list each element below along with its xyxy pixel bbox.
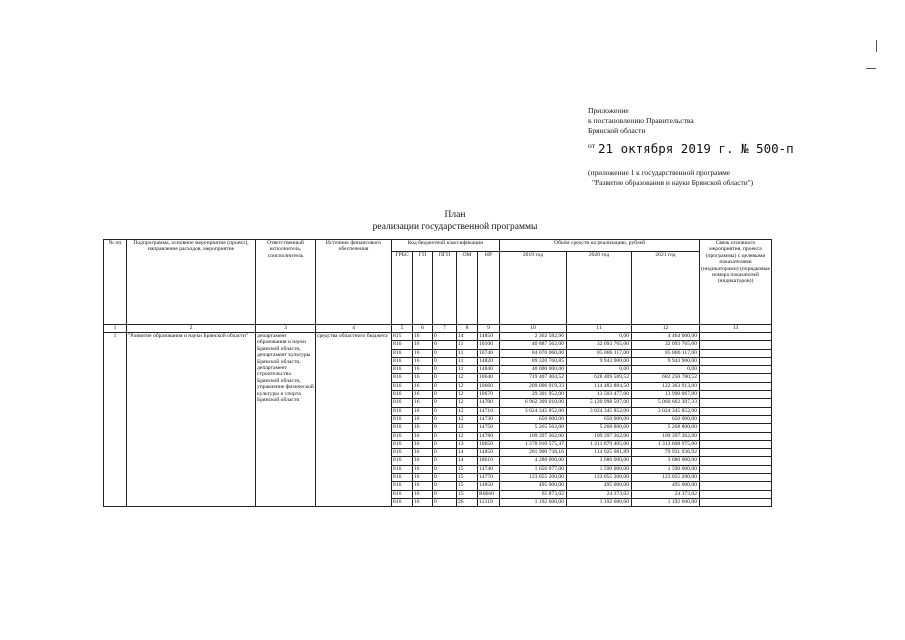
gp-cell: 16: [413, 399, 433, 407]
gp-cell: 16: [413, 374, 433, 382]
column-number: 1: [104, 325, 127, 333]
om-cell: 14: [457, 449, 478, 457]
pgp-cell: 0: [433, 357, 457, 365]
header-volume: Объём средств на реализацию, рублей: [500, 240, 700, 252]
title-line: реализации государственной программы: [372, 222, 538, 232]
amount-2019: 2 362 582,96: [500, 333, 567, 341]
amount-2020: 1 590 000,00: [567, 465, 632, 473]
amount-2021: 123 055 200,00: [632, 474, 700, 482]
scan-edge-mark: [876, 40, 877, 52]
header-pgp: ПГП: [433, 252, 457, 325]
amount-2021: 79 931 936,92: [632, 449, 700, 457]
pgp-cell: 0: [433, 424, 457, 432]
om-cell: 14: [457, 457, 478, 465]
om-cell: 26: [457, 498, 478, 506]
gp-cell: 16: [413, 457, 433, 465]
header-num: № пп: [104, 240, 127, 325]
amount-2021: 85 886 117,00: [632, 349, 700, 357]
grbs-cell: 816: [392, 440, 413, 448]
amount-2020: 495 000,00: [567, 482, 632, 490]
plan-table: [103, 239, 772, 507]
amount-2020: 85 886 117,00: [567, 349, 632, 357]
np-cell: 14840: [478, 366, 500, 374]
appendix-header: [588, 106, 848, 187]
np-cell: 11310: [478, 498, 500, 506]
column-number: 6: [413, 325, 433, 333]
indicator-link-cell: [700, 457, 772, 465]
grbs-cell: 816: [392, 382, 413, 390]
indicator-link-cell: [700, 424, 772, 432]
gp-cell: 16: [413, 440, 433, 448]
om-cell: 11: [457, 357, 478, 365]
grbs-cell: 816: [392, 341, 413, 349]
gp-cell: 16: [413, 449, 433, 457]
pgp-cell: 0: [433, 399, 457, 407]
grbs-cell: 816: [392, 490, 413, 498]
amount-2019: 1 378 910 575,47: [500, 440, 567, 448]
om-cell: 12: [457, 374, 478, 382]
column-number: 3: [256, 325, 316, 333]
amount-2020: 13 503 477,00: [567, 391, 632, 399]
indicator-link-cell: [700, 349, 772, 357]
indicator-link-cell: [700, 374, 772, 382]
amount-2021: 1 192 600,00: [632, 498, 700, 506]
np-cell: 14850: [478, 482, 500, 490]
indicator-link-cell: [700, 465, 772, 473]
header-source: Источник финансового обеспечения: [316, 240, 392, 325]
amount-2021: 122 363 913,00: [632, 382, 700, 390]
column-number: 4: [316, 325, 392, 333]
amount-2020: 1 192 600,00: [567, 498, 632, 506]
column-number: 11: [567, 325, 632, 333]
indicator-link-cell: [700, 482, 772, 490]
pgp-cell: 0: [433, 490, 457, 498]
program-note-line: "Развитие образования и науки Брянской области"): [592, 177, 754, 187]
header-budget-code: Код бюджетной классификации: [392, 240, 500, 252]
indicator-link-cell: [700, 399, 772, 407]
np-cell: 14700: [478, 399, 500, 407]
gp-cell: 16: [413, 424, 433, 432]
source-cell: средства областного бюджета: [316, 333, 392, 507]
np-cell: 14820: [478, 357, 500, 365]
amount-2020: 0,00: [567, 366, 632, 374]
amount-2019: 6 962 309 010,00: [500, 399, 567, 407]
header-executor: Ответственный исполнитель, соисполнитель: [256, 240, 316, 325]
np-cell: 14780: [478, 432, 500, 440]
amount-2020: 5 268 800,00: [567, 424, 632, 432]
np-cell: 14740: [478, 465, 500, 473]
amount-2020: 1 211 879 405,00: [567, 440, 632, 448]
decree-line: [588, 137, 848, 158]
grbs-cell: 816: [392, 357, 413, 365]
pgp-cell: 0: [433, 440, 457, 448]
pgp-cell: 0: [433, 457, 457, 465]
amount-2019: 281 900 738,16: [500, 449, 567, 457]
header-link: Связь основного мероприятия, проекта (программы) с целевыми показателями (индикаторами) (порядковые номера показателей (индикаторов)): [700, 240, 772, 325]
program-note-line: (приложение 1 к государственной программе: [588, 168, 731, 177]
indicator-link-cell: [700, 432, 772, 440]
amount-2019: 3 024 345 852,00: [500, 407, 567, 415]
amount-2021: 24 373,02: [632, 490, 700, 498]
column-number: 12: [632, 325, 700, 333]
om-cell: 12: [457, 432, 478, 440]
pgp-cell: 0: [433, 498, 457, 506]
gp-cell: 16: [413, 391, 433, 399]
amount-2019: 4 288 000,00: [500, 457, 567, 465]
header-program: Подпрограмма, основное мероприятие (проект), направление расходов, мероприятие: [127, 240, 256, 325]
grbs-cell: 816: [392, 349, 413, 357]
amount-2019: 89 320 760,85: [500, 357, 567, 365]
column-number: 9: [478, 325, 500, 333]
np-cell: 18610: [478, 457, 500, 465]
grbs-cell: 816: [392, 449, 413, 457]
gp-cell: 16: [413, 482, 433, 490]
pgp-cell: 0: [433, 333, 457, 341]
amount-2021: 3 680 000,00: [632, 457, 700, 465]
gp-cell: 16: [413, 333, 433, 341]
amount-2019: 5 265 562,00: [500, 424, 567, 432]
appendix-line: Брянской области: [588, 126, 646, 135]
pgp-cell: 0: [433, 391, 457, 399]
header-2019: 2019 год: [500, 252, 567, 325]
amount-2021: 1 313 608 975,00: [632, 440, 700, 448]
indicator-link-cell: [700, 440, 772, 448]
om-cell: 12: [457, 391, 478, 399]
om-cell: 15: [457, 490, 478, 498]
pgp-cell: 0: [433, 449, 457, 457]
np-cell: 10740: [478, 349, 500, 357]
indicator-link-cell: [700, 415, 772, 423]
amount-2020: 0,00: [567, 333, 632, 341]
pgp-cell: 0: [433, 415, 457, 423]
indicator-link-cell: [700, 366, 772, 374]
header-om: ОМ: [457, 252, 478, 325]
gp-cell: 16: [413, 498, 433, 506]
grbs-cell: 816: [392, 415, 413, 423]
grbs-cell: 816: [392, 474, 413, 482]
pgp-cell: 0: [433, 349, 457, 357]
indicator-link-cell: [700, 341, 772, 349]
amount-2020: 650 000,00: [567, 415, 632, 423]
grbs-cell: 816: [392, 498, 413, 506]
indicator-link-cell: [700, 498, 772, 506]
pgp-cell: 0: [433, 341, 457, 349]
header-grbs: ГРБС: [392, 252, 413, 325]
amount-2021: 1 590 000,00: [632, 465, 700, 473]
table-body: [104, 333, 772, 507]
amount-2021: 3 024 345 852,00: [632, 407, 700, 415]
pgp-cell: 0: [433, 374, 457, 382]
amount-2020: 3 024 345 852,00: [567, 407, 632, 415]
title-line: План: [444, 210, 466, 220]
header-row: [104, 240, 772, 252]
amount-2021: 682 250 780,52: [632, 374, 700, 382]
indicator-link-cell: [700, 449, 772, 457]
gp-cell: 16: [413, 349, 433, 357]
column-number: 5: [392, 325, 413, 333]
grbs-cell: 816: [392, 424, 413, 432]
amount-2019: 29 301 952,00: [500, 391, 567, 399]
gp-cell: 16: [413, 341, 433, 349]
amount-2020: 5 120 998 597,00: [567, 399, 632, 407]
amount-2021: 4 464 000,00: [632, 333, 700, 341]
amount-2020: 9 943 900,00: [567, 357, 632, 365]
amount-2019: 123 055 200,00: [500, 474, 567, 482]
appendix-line: Приложение: [588, 106, 629, 115]
pgp-cell: 0: [433, 482, 457, 490]
np-cell: 14850: [478, 449, 500, 457]
pgp-cell: 0: [433, 382, 457, 390]
om-cell: 12: [457, 424, 478, 432]
scan-edge-mark: [866, 68, 876, 69]
om-cell: 11: [457, 349, 478, 357]
column-number: 10: [500, 325, 567, 333]
program-note: [588, 168, 848, 187]
amount-2019: 650 000,00: [500, 415, 567, 423]
header-np: НР: [478, 252, 500, 325]
grbs-cell: 815: [392, 333, 413, 341]
amount-2019: 1 656 077,00: [500, 465, 567, 473]
om-cell: 11: [457, 341, 478, 349]
om-cell: 13: [457, 440, 478, 448]
gp-cell: 16: [413, 474, 433, 482]
gp-cell: 16: [413, 490, 433, 498]
gp-cell: 16: [413, 432, 433, 440]
indicator-link-cell: [700, 382, 772, 390]
np-cell: 14770: [478, 474, 500, 482]
pgp-cell: 0: [433, 432, 457, 440]
indicator-link-cell: [700, 490, 772, 498]
grbs-cell: 816: [392, 399, 413, 407]
column-number: 13: [700, 325, 772, 333]
gp-cell: 16: [413, 415, 433, 423]
amount-2020: 3 680 000,00: [567, 457, 632, 465]
gp-cell: 16: [413, 366, 433, 374]
amount-2019: 719 407 404,52: [500, 374, 567, 382]
indicator-link-cell: [700, 407, 772, 415]
executor-cell: департамент образования и науки Брянской области, департамент культуры Брянской области, департамент строительства Брянской области, управление физической культуры и спорта Брянской области: [256, 333, 316, 507]
amount-2019: 1 192 600,00: [500, 498, 567, 506]
grbs-cell: 816: [392, 391, 413, 399]
amount-2020: 109 397 362,00: [567, 432, 632, 440]
indicator-link-cell: [700, 474, 772, 482]
amount-2020: 114 025 081,89: [567, 449, 632, 457]
column-number: 2: [127, 325, 256, 333]
header-gp: ГП: [413, 252, 433, 325]
gp-cell: 16: [413, 382, 433, 390]
grbs-cell: 816: [392, 432, 413, 440]
om-cell: 12: [457, 407, 478, 415]
column-number-row: [104, 325, 772, 333]
header-2020: 2020 год: [567, 252, 632, 325]
amount-2021: 9 943 900,00: [632, 357, 700, 365]
amount-2021: 5 268 800,00: [632, 424, 700, 432]
amount-2020: 123 055 200,00: [567, 474, 632, 482]
grbs-cell: 816: [392, 465, 413, 473]
om-cell: 14: [457, 333, 478, 341]
amount-2019: 495 000,00: [500, 482, 567, 490]
amount-2021: 0,00: [632, 366, 700, 374]
gp-cell: 16: [413, 357, 433, 365]
np-cell: 10100: [478, 341, 500, 349]
pgp-cell: 0: [433, 465, 457, 473]
amount-2019: 109 397 362,00: [500, 432, 567, 440]
amount-2019: 84 070 060,00: [500, 349, 567, 357]
column-number: 7: [433, 325, 457, 333]
grbs-cell: 816: [392, 407, 413, 415]
amount-2021: 495 000,00: [632, 482, 700, 490]
amount-2019: 65 873,02: [500, 490, 567, 498]
amount-2020: 32 093 765,00: [567, 341, 632, 349]
om-cell: 12: [457, 399, 478, 407]
om-cell: 15: [457, 465, 478, 473]
indicator-link-cell: [700, 357, 772, 365]
amount-2021: 32 093 765,00: [632, 341, 700, 349]
om-cell: 12: [457, 415, 478, 423]
decree-number: 21 октября 2019 г. № 500-п: [598, 141, 794, 156]
np-cell: 10660: [478, 382, 500, 390]
pgp-cell: 0: [433, 474, 457, 482]
amount-2021: 13 990 067,00: [632, 391, 700, 399]
row-index: 1: [104, 333, 127, 507]
amount-2021: 650 000,00: [632, 415, 700, 423]
amount-2021: 109 397 362,00: [632, 432, 700, 440]
table-row: [104, 333, 772, 341]
decree-prefix: от: [588, 141, 596, 150]
np-cell: 14850: [478, 333, 500, 341]
grbs-cell: 816: [392, 482, 413, 490]
column-number: 8: [457, 325, 478, 333]
om-cell: 15: [457, 474, 478, 482]
np-cell: 14730: [478, 415, 500, 423]
np-cell: R0660: [478, 490, 500, 498]
gp-cell: 16: [413, 465, 433, 473]
amount-2019: 40 000 000,00: [500, 366, 567, 374]
amount-2020: 114 482 884,50: [567, 382, 632, 390]
amount-2021: 5 060 662 397,33: [632, 399, 700, 407]
document-title: [300, 209, 610, 233]
indicator-link-cell: [700, 333, 772, 341]
appendix-line: к постановлению Правительства: [588, 116, 694, 125]
amount-2019: 209 006 919,33: [500, 382, 567, 390]
np-cell: 10640: [478, 374, 500, 382]
program-name: "Развитие образования и науки Брянской области": [127, 333, 256, 507]
pgp-cell: 0: [433, 366, 457, 374]
grbs-cell: 816: [392, 374, 413, 382]
om-cell: 15: [457, 482, 478, 490]
om-cell: 11: [457, 366, 478, 374]
header-2021: 2021 год: [632, 252, 700, 325]
indicator-link-cell: [700, 391, 772, 399]
amount-2020: 24 373,02: [567, 490, 632, 498]
grbs-cell: 816: [392, 457, 413, 465]
om-cell: 12: [457, 382, 478, 390]
amount-2020: 628 409 589,52: [567, 374, 632, 382]
np-cell: 10670: [478, 391, 500, 399]
pgp-cell: 0: [433, 407, 457, 415]
gp-cell: 16: [413, 407, 433, 415]
np-cell: 14750: [478, 424, 500, 432]
np-cell: 14710: [478, 407, 500, 415]
grbs-cell: 816: [392, 366, 413, 374]
np-cell: 10650: [478, 440, 500, 448]
amount-2019: 40 887 562,00: [500, 341, 567, 349]
